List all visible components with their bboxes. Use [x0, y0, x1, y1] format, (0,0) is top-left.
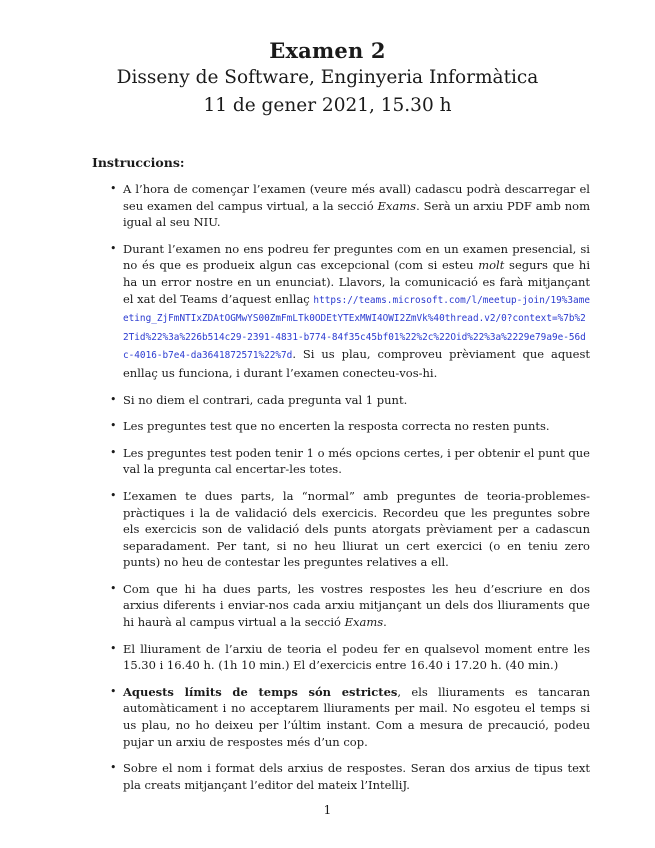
exam-date: 11 de gener 2021, 15.30 h: [203, 95, 452, 116]
bullet-icon: •: [110, 581, 117, 595]
instructions-heading: Instruccions:: [92, 155, 185, 170]
list-item: • Sobre el nom i format dels arxius de respostes. Seran dos arxius de tipus text pla creats mitjançant l’editor del mateix l’IntelliJ.: [110, 761, 590, 792]
list-item: • Aquests límits de temps són estrictes, els lliuraments es tancaran automàticament i no acceptarem lliuraments per mail. No esgoteu el temps si us plau, no ho deixeu per l’últim instant. Com a mesura de precaució, podeu pujar un arxiu de respostes més d’un cop.: [110, 684, 591, 749]
bullet-icon: •: [110, 761, 117, 775]
list-item: • A l’hora de començar l’examen (veure més avall) cadascu podrà descarregar el seu examen del campus virtual, a la secció Exams. Serà un arxiu PDF amb nom igual al seu NIU.: [110, 182, 590, 230]
bullet-icon: •: [110, 684, 117, 698]
bullet-icon: •: [110, 241, 117, 255]
list-item: • Les preguntes test que no encerten la resposta correcta no resten punts.: [110, 419, 550, 434]
list-item: • Les preguntes test poden tenir 1 o més opcions certes, i per obtenir el punt que val la pregunta cal encertar-les totes.: [110, 445, 590, 477]
bullet-icon: •: [110, 392, 117, 406]
list-item: • Com que hi ha dues parts, les vostres respostes les heu d’escriure en dos arxius diferents i enviar-nos cada arxiu mitjançant un dels dos lliuraments que hi haurà al campus virtual a la secció Exams.: [110, 581, 590, 630]
bullet-icon: •: [110, 419, 117, 433]
instructions-list: [110, 181, 590, 803]
exam-title: Examen 2: [269, 38, 386, 63]
course-subtitle: Disseny de Software, Enginyeria Informàtica: [116, 67, 539, 88]
list-item: • El lliurament de l’arxiu de teoria el podeu fer en qualsevol moment entre les 15.30 i 16.40 h. (1h 10 min.) El d’exercicis entre 16.40 i 17.20 h. (40 min.): [110, 641, 590, 673]
teams-meeting-link[interactable]: https://teams.microsoft.com/l/meetup-join/19%3ameeting_ZjFmNTIxZDAtOGMwYS00ZmFmLTk0ODEtYTExMWI4OWI2ZmVk%40thread.v2/0?context=%7b%22Tid%22%3a%226b514c29-2391-4831-b774-84f35c45bf01%22%2c%22Oid%22%3a%2229e79a9e-56dc-4016-b7e4-da3641872571%22%7d: [123, 294, 590, 362]
list-item: • L’examen te dues parts, la “normal” amb preguntes de teoria-problemes-pràctiques i la de validació dels exercicis. Recordeu que les preguntes sobre els exercicis son de validació dels punts atorgats prèviament per a cadascun separadament. Per tant, si no heu lliurat un cert exercici (o en teniu zero punts) no heu de contestar les preguntes relatives a ell.: [110, 488, 590, 570]
bullet-icon: •: [110, 488, 117, 502]
list-item: • Si no diem el contrari, cada pregunta val 1 punt.: [110, 392, 408, 407]
bullet-icon: •: [110, 445, 117, 459]
list-item: • Durant l’examen no ens podreu fer preguntes com en un examen presencial, si no és que es produeix algun cas excepcional (com si esteu molt segurs que hi ha un error nostre en un enunciat). Llavors, la comunicació es farà mitjançant el xat del Teams d’aquest enllaç https://teams.microsoft.com/l/meetup-join/19%3ameeting_ZjFmNTIxZDAtOGMwYS00ZmFmLTk0ODEtYTExMWI4OWI2ZmVk%40thread.v2/0?context=%7b%22Tid%22%3a%226b514c29-2391-4831-b774-84f35c45bf01%22%2c%22Oid%22%3a%2229e79a9e-56dc-4016-b7e4-da3641872571%22%7d. Si us plau, comproveu prèviament que aquest enllaç us funciona, i durant l’examen conecteu-vos-hi.: [110, 241, 590, 380]
bullet-icon: •: [110, 182, 117, 195]
bullet-icon: •: [110, 641, 117, 655]
page-number: 1: [323, 803, 332, 817]
